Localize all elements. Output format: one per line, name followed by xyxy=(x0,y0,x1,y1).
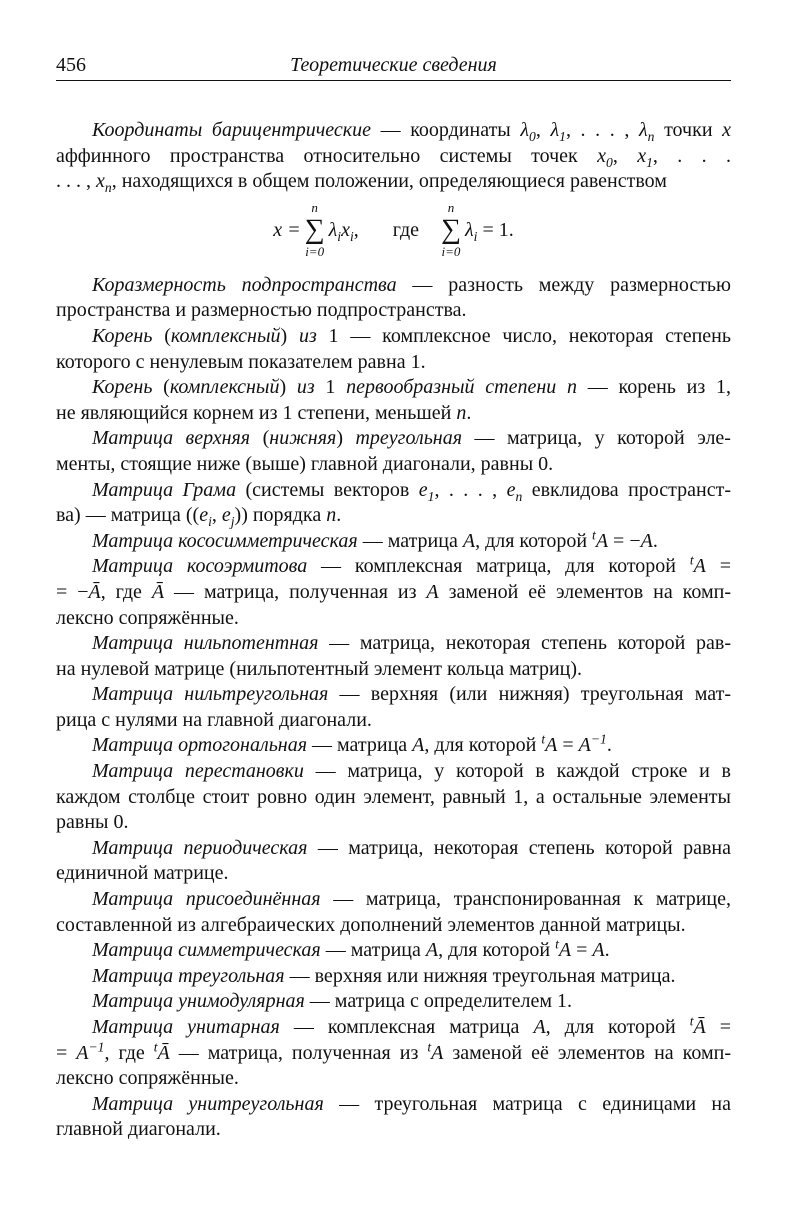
text: лексно сопряжённые. xyxy=(56,606,239,629)
text: ) xyxy=(279,376,297,399)
text: )) порядка xyxy=(234,504,327,527)
text: — матрица xyxy=(320,939,426,962)
math-symbol: λ xyxy=(550,119,560,141)
text: , xyxy=(211,504,222,527)
text: равны 0. xyxy=(56,811,129,834)
glossary-entry xyxy=(56,375,731,426)
term: Матрица верхняя xyxy=(92,427,251,450)
term: Матрица ортогональная xyxy=(92,734,308,757)
text-line xyxy=(56,1038,731,1067)
text: рица с нулями на главной диагонали. xyxy=(56,708,372,731)
sum-upper-limit: n xyxy=(311,199,318,215)
text: . . . , xyxy=(56,170,96,193)
text: , где xyxy=(104,1041,154,1064)
math-symbol: x xyxy=(96,170,105,193)
sum-sign: ∑ xyxy=(304,213,325,245)
term: Матрица унитарная xyxy=(92,1016,280,1038)
math-symbol: x xyxy=(722,119,732,141)
term: Матрица присоединённая xyxy=(92,888,321,911)
math-symbol: A xyxy=(76,1041,89,1064)
glossary-entry xyxy=(56,682,731,733)
script: 0 xyxy=(529,129,536,144)
text: , для которой xyxy=(424,734,542,757)
text: = − xyxy=(56,580,89,603)
math-symbol: A xyxy=(426,580,439,603)
sum-sign: ∑ xyxy=(441,213,461,245)
text: на нулевой матрице (нильпотентный элемент кольца матриц). xyxy=(56,657,583,680)
term: Корень xyxy=(92,324,153,347)
text-line xyxy=(56,657,731,683)
text: — комплексная матрица, для которой xyxy=(307,555,690,578)
text-line xyxy=(56,1092,731,1118)
text: главной диагонали. xyxy=(56,1118,221,1141)
math-symbol: e xyxy=(418,478,428,501)
text: , xyxy=(612,144,638,167)
glossary-entry xyxy=(56,887,731,938)
text-line xyxy=(56,273,731,299)
sum-operator xyxy=(305,201,325,259)
term: Матрица унитреугольная xyxy=(92,1092,324,1115)
text: — комплексная матрица xyxy=(279,1016,534,1038)
text: . xyxy=(336,504,342,527)
script: j xyxy=(230,514,235,530)
script: −1 xyxy=(590,731,607,747)
glossary-content xyxy=(56,118,731,1143)
script: 1 xyxy=(559,129,566,144)
text: 1 xyxy=(314,376,347,399)
math-symbol: A xyxy=(578,734,591,757)
math-symbol: A xyxy=(412,734,425,757)
sum-upper-limit: n xyxy=(447,199,455,215)
script: t xyxy=(541,731,546,747)
text: пространства и размерностью подпространства. xyxy=(56,299,467,322)
text: ( xyxy=(152,324,171,347)
text: — матрица с определителем 1. xyxy=(304,990,573,1013)
text-line xyxy=(56,708,731,734)
term: Матрица нильпотентная xyxy=(92,632,319,655)
text-line xyxy=(56,1066,731,1092)
sum-body xyxy=(329,218,359,242)
text: единичной матрице. xyxy=(56,862,229,885)
math-symbol: Ā xyxy=(157,1041,170,1064)
text-line xyxy=(56,426,731,452)
term: Матрица симметрическая xyxy=(92,939,321,962)
glossary-entry xyxy=(56,478,731,529)
text-line xyxy=(56,938,731,964)
page-header xyxy=(56,52,731,81)
glossary-entry xyxy=(56,324,731,375)
term: Матрица кососимметрическая xyxy=(92,529,358,552)
text: каждом столбце стоит ровно один элемент, равный 1, а остальные элементы xyxy=(56,785,731,808)
glossary-entry xyxy=(56,759,731,836)
formula-rhs: = 1. xyxy=(477,218,514,241)
term: из xyxy=(296,376,315,399)
script: i xyxy=(208,514,212,530)
math-symbol: λ xyxy=(520,119,530,141)
text-line xyxy=(56,606,731,632)
glossary-entry xyxy=(56,733,731,759)
text-line xyxy=(56,118,731,144)
script: 1 xyxy=(427,488,435,504)
text-line xyxy=(56,169,731,195)
text: — корень из 1, xyxy=(577,376,731,399)
script: t xyxy=(427,1038,432,1054)
text: — треугольная матрица с единицами на xyxy=(323,1092,731,1115)
script: t xyxy=(592,527,596,543)
text: — матрица, некоторая степень которой рав- xyxy=(318,632,731,655)
term: комплексный xyxy=(169,376,280,399)
math-symbol: A xyxy=(640,529,653,552)
term: Матрица периодическая xyxy=(92,836,308,859)
text-line xyxy=(56,836,731,862)
text: менты, стоящие ниже (выше) главной диагонали, равны 0. xyxy=(56,452,554,475)
term: Координаты барицентрические xyxy=(92,119,371,141)
text-line xyxy=(56,810,731,836)
term: треугольная xyxy=(355,427,463,450)
script: 1 xyxy=(646,154,653,170)
sum-lower-limit: i=0 xyxy=(305,243,325,259)
glossary-entry xyxy=(56,1015,731,1092)
text: , для которой xyxy=(438,939,556,962)
text: = xyxy=(571,939,593,962)
text: не являющийся корнем из 1 степени, меньшей xyxy=(56,401,457,424)
math-symbol: A xyxy=(431,1041,444,1064)
text: , . . . , xyxy=(434,478,507,501)
text: = xyxy=(557,734,579,757)
text-line xyxy=(56,759,731,785)
term: Матрица треугольная xyxy=(92,964,285,987)
text: (системы векторов xyxy=(236,478,419,501)
math-symbol: A xyxy=(545,734,558,757)
text: — матрица, у которой в каждой строке и в xyxy=(303,760,731,783)
math-symbol: A xyxy=(592,939,605,962)
term: комплексный xyxy=(170,324,281,347)
text: — матрица, у которой эле- xyxy=(462,427,731,450)
text-line xyxy=(56,503,731,529)
text-line xyxy=(56,529,731,555)
subscript: i xyxy=(337,228,342,244)
math-symbol: λ xyxy=(639,119,648,141)
math-symbol: e xyxy=(506,478,516,501)
text: . xyxy=(606,734,612,757)
math-symbol: x xyxy=(637,144,647,167)
text: , для которой xyxy=(545,1016,690,1038)
text: составленной из алгебраических дополнений элементов данной матрицы. xyxy=(56,913,686,936)
text: ва) — матрица (( xyxy=(56,504,200,527)
term: нижняя xyxy=(269,427,337,450)
x-var: x xyxy=(341,218,350,241)
term: Матрица унимодулярная xyxy=(92,990,305,1013)
glossary-entry xyxy=(56,964,731,990)
text-line xyxy=(56,964,731,990)
text: . xyxy=(604,939,610,962)
text: ) xyxy=(280,324,299,347)
script: n xyxy=(104,180,112,196)
term: Матрица нильтреугольная xyxy=(92,683,329,706)
text-line xyxy=(56,554,731,580)
glossary-entry xyxy=(56,938,731,964)
text: которого с ненулевым показателем равна 1. xyxy=(56,350,426,373)
glossary-entry xyxy=(56,1092,731,1143)
text: , xyxy=(535,119,551,141)
text-line xyxy=(56,682,731,708)
math-symbol: Ā xyxy=(151,580,165,603)
text-line xyxy=(56,631,731,657)
term: Матрица Грама xyxy=(92,478,237,501)
term: Корень xyxy=(92,376,153,399)
math-symbol: A xyxy=(558,939,572,962)
text: , . . . , xyxy=(565,119,639,141)
text: , для которой xyxy=(475,529,593,552)
math-symbol: A xyxy=(595,529,609,552)
script: t xyxy=(689,552,694,568)
text: = − xyxy=(608,529,641,552)
script: −1 xyxy=(88,1038,105,1054)
text-line xyxy=(56,887,731,913)
glossary-entry xyxy=(56,836,731,887)
barycentric-formula xyxy=(56,199,731,261)
text: заменой её элементов на комп- xyxy=(438,580,731,603)
term: из xyxy=(298,324,317,347)
text-line xyxy=(56,401,731,427)
text: , находящихся в общем положении, определяющиеся равенством xyxy=(111,170,667,193)
subscript: i xyxy=(349,228,354,244)
math-symbol: e xyxy=(199,504,209,527)
term: Матрица перестановки xyxy=(92,760,304,783)
subscript: i xyxy=(473,228,478,244)
math-symbol: A xyxy=(462,529,476,552)
text: аффинного пространства относительно системы точек xyxy=(56,144,598,167)
text-line xyxy=(56,785,731,811)
text: — матрица, транспонированная к матрице, xyxy=(320,888,731,911)
text: ) xyxy=(336,427,356,450)
math-symbol: Ā xyxy=(693,1016,706,1038)
text: — матрица xyxy=(357,529,463,552)
sum-lower-limit: i=0 xyxy=(441,243,461,259)
math-symbol: e xyxy=(221,504,231,527)
formula-where: где xyxy=(392,218,420,241)
math-symbol: A xyxy=(533,1016,546,1038)
text-line xyxy=(56,1117,731,1143)
sum-body xyxy=(465,218,514,242)
term: Коразмерность подпространства xyxy=(92,273,397,296)
glossary-entry xyxy=(56,118,731,195)
text-line xyxy=(56,580,731,606)
script: t xyxy=(153,1038,158,1054)
text: , . . . xyxy=(652,144,732,167)
text-line xyxy=(56,989,731,1015)
glossary-entry xyxy=(56,989,731,1015)
glossary-entry xyxy=(56,426,731,477)
text: , где xyxy=(100,580,152,603)
math-symbol: n xyxy=(326,504,337,527)
text: — разность между размерностью xyxy=(396,273,731,296)
text-line xyxy=(56,375,731,401)
text: лексно сопряжённые. xyxy=(56,1067,239,1090)
sum-operator xyxy=(441,201,461,259)
glossary-entry xyxy=(56,631,731,682)
glossary-entry xyxy=(56,273,731,324)
math-symbol: A xyxy=(425,939,439,962)
lambda: λ xyxy=(328,218,338,241)
text-line xyxy=(56,144,731,170)
script: 0 xyxy=(606,154,613,170)
term: Матрица косоэрмитова xyxy=(92,555,308,578)
text-line xyxy=(56,733,731,759)
text: ( xyxy=(152,376,170,399)
text: ( xyxy=(250,427,270,450)
text: — матрица xyxy=(307,734,413,757)
script: n xyxy=(515,488,523,504)
text: — матрица, некоторая степень которой равна xyxy=(307,836,732,859)
text-line xyxy=(56,1015,731,1041)
text: . xyxy=(466,401,472,424)
text: — верхняя или нижняя треугольная матрица. xyxy=(284,964,676,987)
text: заменой её элементов на комп- xyxy=(443,1041,731,1064)
math-symbol: A xyxy=(693,555,706,578)
lambda: λ xyxy=(464,218,474,241)
page-number: 456 xyxy=(56,54,86,76)
text: 1 — комплексное число, некоторая степень xyxy=(316,324,732,347)
text-line xyxy=(56,298,731,324)
text: — матрица, полученная из xyxy=(164,580,427,603)
text-line xyxy=(56,452,731,478)
glossary-entry xyxy=(56,529,731,555)
term: первообразный степени n xyxy=(346,376,578,399)
math-symbol: n xyxy=(456,401,467,424)
math-symbol: Ā xyxy=(88,580,101,603)
glossary-entry xyxy=(56,554,731,631)
text: точки xyxy=(654,119,723,141)
comma: , xyxy=(353,218,359,241)
text: — матрица, полученная из xyxy=(169,1041,428,1064)
text: = xyxy=(705,1016,731,1038)
text: евклидова пространст- xyxy=(522,478,732,501)
script: t xyxy=(555,936,559,952)
text-line xyxy=(56,324,731,350)
text: — координаты xyxy=(370,119,521,141)
text: = xyxy=(705,555,731,578)
script: n xyxy=(647,129,655,144)
text-line xyxy=(56,478,731,504)
formula-lhs: x = xyxy=(273,218,301,241)
running-title: Теоретические сведения xyxy=(290,54,497,76)
text-line xyxy=(56,861,731,887)
text-line xyxy=(56,350,731,376)
math-symbol: x xyxy=(597,144,607,167)
text: . xyxy=(652,529,658,552)
text-line xyxy=(56,913,731,939)
text: = xyxy=(56,1041,77,1064)
text: — верхняя (или нижняя) треугольная мат- xyxy=(328,683,731,706)
script: t xyxy=(689,1013,694,1029)
